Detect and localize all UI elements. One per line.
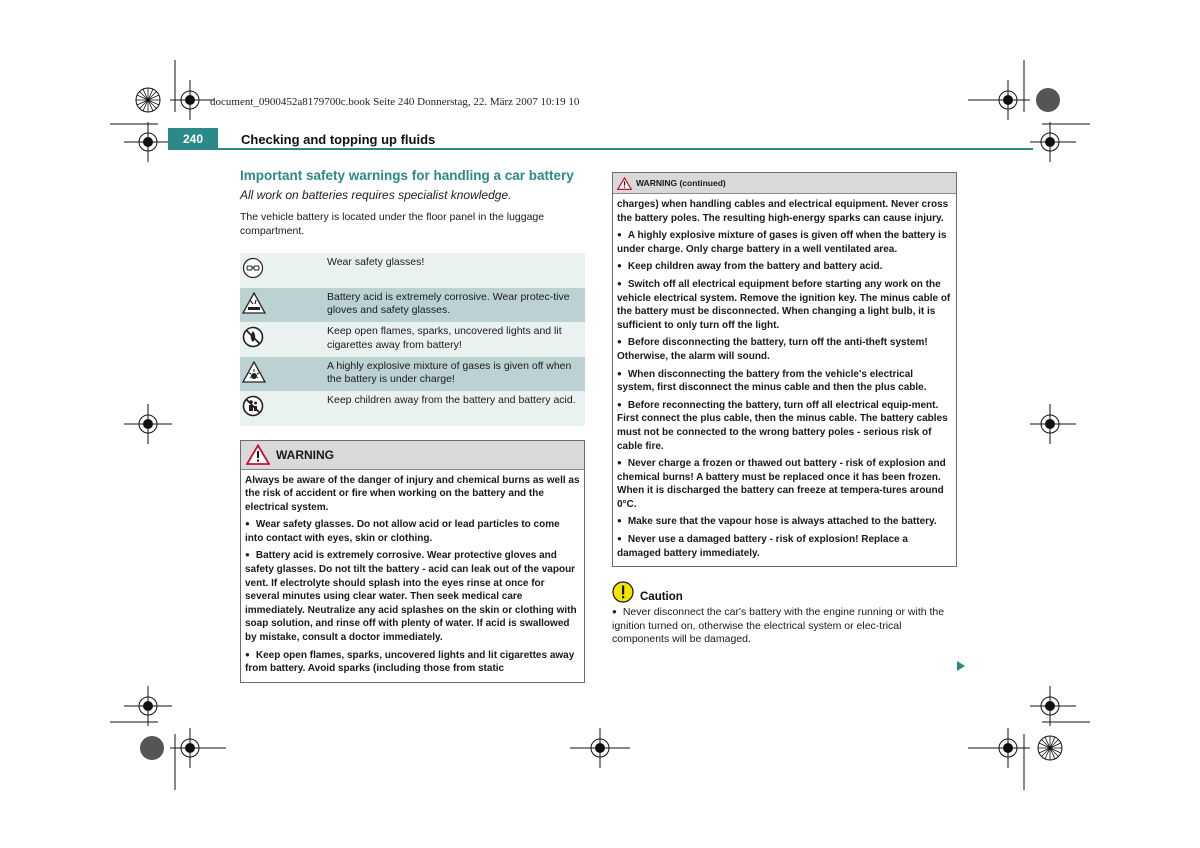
caution-block <box>612 581 956 647</box>
warning-continued-heading: WARNING (continued) <box>636 178 726 188</box>
warning-continuation: charges) when handling cables and electrical equipment. Never cross the battery poles. The resulting high-energy sparks can cause injury. <box>617 199 949 224</box>
list-item: ● Before disconnecting the battery, turn off the anti-theft system! Otherwise, the alarm will sound. <box>617 336 952 363</box>
symbol-text: A highly explosive mixture of gases is given off when the battery is under charge! <box>327 359 572 385</box>
corrosive-acid-icon <box>242 292 266 314</box>
warning-intro: Always be aware of the danger of injury and chemical burns as well as the risk of accident or fire when working on the battery and the electrical system. <box>245 474 580 513</box>
right-column <box>612 172 956 647</box>
list-item: ● When disconnecting the battery from the vehicle's electrical system, first disconnect the minus cable and then the plus cable. <box>617 368 952 395</box>
list-item: ● Wear safety glasses. Do not allow acid or lead particles to come into contact with eyes, skin or clothing. <box>245 518 580 545</box>
warning-body <box>241 470 584 682</box>
caution-exclamation-icon <box>612 581 634 603</box>
warning-header <box>241 441 584 470</box>
warning-triangle-icon <box>246 444 270 465</box>
no-open-flame-icon <box>242 326 264 348</box>
table-row <box>240 288 585 323</box>
page-number: 240 <box>168 128 218 150</box>
header-rule <box>168 148 1033 150</box>
article-title: Important safety warnings for handling a car battery <box>240 168 574 183</box>
no-children-icon <box>242 395 264 417</box>
warning-continued-header <box>613 173 956 194</box>
warning-triangle-icon <box>617 177 632 190</box>
symbol-text: Keep children away from the battery and battery acid. <box>327 394 576 406</box>
safety-symbol-table <box>240 253 585 426</box>
list-item: ● Keep open flames, sparks, uncovered lights and lit cigarettes away from battery. Avoid sparks (including those from static <box>245 649 580 676</box>
caution-heading: Caution <box>640 591 683 604</box>
caution-header <box>612 581 956 603</box>
lead-text: All work on batteries requires specialist knowledge. <box>240 188 512 202</box>
list-item: ● Switch off all electrical equipment before starting any work on the vehicle electrical system. Remove the ignition key. The minus cable of the battery must be disconnected. When changing a light bulb, it is sufficient to only turn off the light. <box>617 278 952 332</box>
list-item: ● Make sure that the vapour hose is always attached to the battery. <box>617 515 952 529</box>
warning-heading: WARNING <box>276 447 334 462</box>
warning-box <box>240 440 585 683</box>
symbol-text: Keep open flames, sparks, uncovered lights and lit cigarettes away from battery! <box>327 325 562 351</box>
list-item: ● A highly explosive mixture of gases is given off when the battery is under charge. Only charge battery in a well ventilated area. <box>617 229 952 256</box>
print-slug: document_0900452a8179700c.book Seite 240 Donnerstag, 22. März 2007 10:19 10 <box>210 96 580 108</box>
list-item: ● Never charge a frozen or thawed out battery - risk of explosion and chemical burns! A battery must be replaced once it has been frozen. When it is discharged the battery can freeze at tempera-tures around 0°C. <box>617 457 952 511</box>
warning-continued-body <box>613 194 956 566</box>
list-item: ● Before reconnecting the battery, turn off all electrical equip-ment. First connect the plus cable, then the minus cable. The battery cables must not be connected to the wrong battery poles - serious risk of cable fire. <box>617 399 952 453</box>
list-item: ● Never use a damaged battery - risk of explosion! Replace a damaged battery immediately. <box>617 533 952 560</box>
caution-text: ● Never disconnect the car's battery with the engine running or with the ignition turned on, otherwise the electrical system or elec-trical components will be damaged. <box>612 606 956 647</box>
left-column <box>240 168 585 683</box>
symbol-text: Battery acid is extremely corrosive. Wear protec-tive gloves and safety glasses. <box>327 290 570 316</box>
next-page-arrow-icon <box>957 661 965 671</box>
table-row <box>240 391 585 426</box>
intro-text: The vehicle battery is located under the floor panel in the luggage compartment. <box>240 211 545 237</box>
table-row <box>240 253 585 288</box>
section-title: Checking and topping up fluids <box>241 132 436 147</box>
safety-glasses-icon <box>242 257 264 279</box>
symbol-text: Wear safety glasses! <box>327 256 425 268</box>
list-item: ● Keep children away from the battery and battery acid. <box>617 260 952 274</box>
explosive-gas-icon <box>242 361 266 383</box>
list-item: ● Battery acid is extremely corrosive. Wear protective gloves and safety glasses. Do not tilt the battery - acid can leak out of the vapour vent. If electrolyte should splash into the eyes rinse at once for several minutes using clear water. Then seek medical care immediately. Neutralize any acid splashes on the skin or clothing with soap solution, and rinse off with plenty of water. If acid is swallowed by mistake, consult a doctor immediately. <box>245 549 580 644</box>
table-row <box>240 357 585 392</box>
warning-continued-box <box>612 172 957 567</box>
table-row <box>240 322 585 357</box>
